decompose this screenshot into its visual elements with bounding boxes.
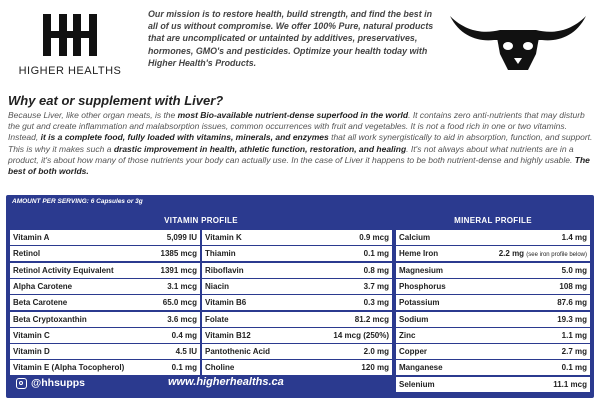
website-link[interactable]: www.higherhealths.ca bbox=[168, 376, 284, 388]
nutrient-value: 87.6 mg bbox=[557, 298, 587, 308]
nutrient-value: 120 mg bbox=[361, 363, 389, 373]
nutrient-row bbox=[396, 295, 590, 310]
nutrient-row bbox=[202, 328, 392, 343]
nutrient-row bbox=[202, 344, 392, 359]
nutrient-value: 1.4 mg bbox=[561, 233, 587, 242]
nutrient-value: 3.6 mcg bbox=[167, 314, 197, 324]
nutrient-row bbox=[202, 230, 392, 245]
nutrient-row bbox=[10, 344, 200, 359]
nutrient-row bbox=[202, 246, 392, 261]
nutrient-row bbox=[202, 312, 392, 327]
section-title: Why eat or supplement with Liver? bbox=[8, 93, 224, 108]
nutrient-name: Sodium bbox=[399, 314, 429, 324]
nutrient-name: Vitamin K bbox=[205, 233, 242, 242]
nutrient-value: 81.2 mcg bbox=[354, 314, 389, 324]
nutrient-value: 2.0 mg bbox=[363, 347, 389, 357]
nutrient-row bbox=[10, 312, 200, 327]
nutrient-name: Copper bbox=[399, 347, 427, 357]
nutrient-name: Retinol Activity Equivalent bbox=[13, 265, 114, 275]
nutrient-name: Heme Iron bbox=[399, 249, 439, 259]
nutrient-row bbox=[10, 263, 200, 278]
nutrient-name: Vitamin B6 bbox=[205, 298, 247, 308]
nutrient-name: Potassium bbox=[399, 298, 440, 308]
nutrient-name: Niacin bbox=[205, 281, 230, 291]
nutrient-row bbox=[396, 230, 590, 245]
nutrient-note: (see iron profile below) bbox=[526, 252, 587, 259]
nutrient-name: Thiamin bbox=[205, 249, 236, 259]
nutrient-name: Vitamin E (Alpha Tocopherol) bbox=[13, 363, 125, 373]
nutrient-value: 0.1 mg bbox=[363, 249, 389, 259]
nutrient-value: 3.7 mg bbox=[363, 281, 389, 291]
nutrient-row bbox=[10, 279, 200, 294]
nutrient-name: Beta Carotene bbox=[13, 298, 68, 308]
nutrient-name: Phosphorus bbox=[399, 281, 446, 291]
nutrient-row bbox=[202, 360, 392, 375]
nutrient-value: 14 mcg (250%) bbox=[333, 330, 389, 340]
nutrient-name: Beta Cryptoxanthin bbox=[13, 314, 87, 324]
nutrient-row bbox=[10, 295, 200, 310]
nutrient-name: Selenium bbox=[399, 379, 435, 389]
brand-logo[interactable] bbox=[10, 12, 130, 82]
intro-paragraph: Because Liver, like other organ meats, is the most Bio-available nutrient-dense superfood in the world. It contains zero anti-nutrients that may disturb the gut and create inflammation and malabsorption issues, common occurrences with fruit and vegetables. It is not a food rich in one or two vitamins. Instead, it is a complete food, fully loaded with vitamins, minerals, and enzymes that all work synergistically to aid in absorption, function, and support. This is why it makes such a drastic improvement in health, athletic function, restoration, and healing. It's not always about what nutrients are in a product, it's about how many of those nutrients your body can actually use. In the case of Liver it happens to be both nutrient-dense and highly usable. The best of both worlds. bbox=[8, 110, 593, 177]
brand-name: HIGHER HEALTHS bbox=[18, 65, 122, 77]
nutrient-row bbox=[396, 246, 590, 261]
nutrient-row bbox=[10, 360, 200, 375]
nutrient-name: Folate bbox=[205, 314, 229, 324]
nutrient-name: Vitamin A bbox=[13, 233, 50, 242]
serving-size: AMOUNT PER SERVING: 6 Capsules or 3g bbox=[12, 198, 143, 205]
nutrient-row bbox=[10, 230, 200, 245]
nutrient-value: 0.9 mcg bbox=[359, 233, 389, 242]
nutrient-value: 0.1 mg bbox=[561, 363, 587, 373]
nutrient-name: Vitamin D bbox=[13, 347, 50, 357]
nutrient-value: 108 mg bbox=[559, 281, 587, 291]
nutrient-row bbox=[396, 360, 590, 375]
nutrient-value: 0.4 mg bbox=[171, 330, 197, 340]
nutrient-row bbox=[396, 279, 590, 294]
nutrient-row bbox=[10, 328, 200, 343]
nutrient-value: 1.1 mg bbox=[561, 330, 587, 340]
mission-statement: Our mission is to restore health, build strength, and find the best in all of us without compromise. We offer 100% Pure, natural products that are uncomplicated or untainted by additives, preservatives, hormones, GMO's and pesticides. Optimize your health today with Higher Health's Products. bbox=[148, 9, 434, 68]
social-handle[interactable]: @hhsupps bbox=[16, 377, 85, 389]
nutrient-row bbox=[396, 328, 590, 343]
instagram-icon bbox=[16, 378, 27, 389]
nutrient-name: Vitamin B12 bbox=[205, 330, 251, 340]
header bbox=[0, 0, 600, 88]
nutrient-name: Pantothenic Acid bbox=[205, 347, 271, 357]
nutrient-value: 3.1 mcg bbox=[167, 281, 197, 291]
nutrient-value: 11.1 mcg bbox=[553, 379, 587, 389]
nutrient-name: Magnesium bbox=[399, 265, 444, 275]
nutrient-row bbox=[396, 312, 590, 327]
nutrient-value: 65.0 mcg bbox=[162, 298, 197, 308]
nutrient-name: Vitamin C bbox=[13, 330, 50, 340]
nutrient-name: Alpha Carotene bbox=[13, 281, 73, 291]
nutrient-row bbox=[202, 279, 392, 294]
vitamin-profile-header: VITAMIN PROFILE bbox=[164, 216, 238, 225]
nutrient-row bbox=[202, 263, 392, 278]
nutrient-name: Riboflavin bbox=[205, 265, 244, 275]
nutrient-value: 5,099 IU bbox=[166, 233, 197, 242]
nutrient-value: 5.0 mg bbox=[561, 265, 587, 275]
nutrient-row bbox=[396, 377, 590, 392]
nutrient-row bbox=[10, 246, 200, 261]
nutrient-value: 1385 mcg bbox=[160, 249, 197, 259]
nutrient-row bbox=[202, 295, 392, 310]
nutrient-value: 4.5 IU bbox=[175, 347, 197, 357]
nutrient-name: Choline bbox=[205, 363, 235, 373]
nutrient-row bbox=[396, 263, 590, 278]
mineral-profile-header: MINERAL PROFILE bbox=[454, 216, 532, 225]
nutrient-value: 19.3 mg bbox=[557, 314, 587, 324]
hh-logo-icon bbox=[39, 12, 101, 58]
nutrition-panel bbox=[6, 195, 594, 398]
nutrient-value: 0.8 mg bbox=[363, 265, 389, 275]
nutrient-name: Zinc bbox=[399, 330, 416, 340]
nutrient-value: 0.1 mg bbox=[171, 363, 197, 373]
nutrient-row bbox=[396, 344, 590, 359]
bull-skull-icon bbox=[448, 10, 588, 72]
nutrient-value: 2.7 mg bbox=[561, 347, 587, 357]
nutrient-name: Manganese bbox=[399, 363, 443, 373]
nutrient-name: Calcium bbox=[399, 233, 431, 242]
nutrient-value: 0.3 mg bbox=[363, 298, 389, 308]
nutrient-value: 1391 mcg bbox=[160, 265, 197, 275]
nutrient-value: 2.2 mg (see iron profile below) bbox=[498, 249, 587, 259]
nutrient-name: Retinol bbox=[13, 249, 41, 259]
